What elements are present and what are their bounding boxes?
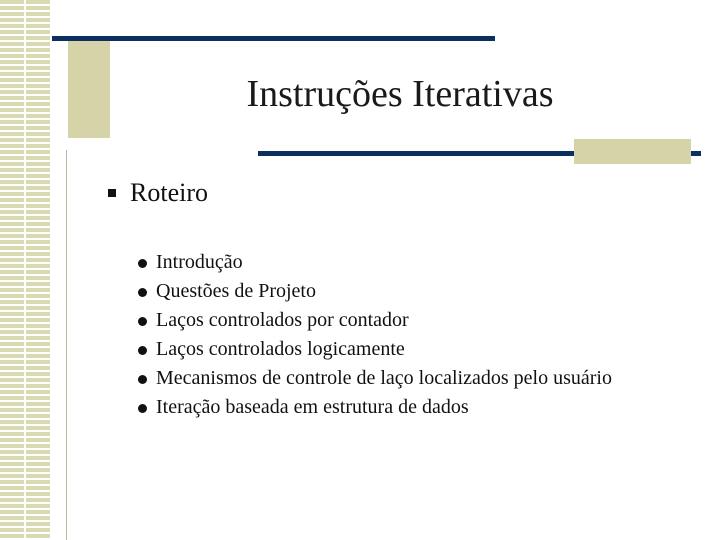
round-bullet-icon (138, 346, 147, 355)
list-item (136, 367, 656, 389)
decorative-stripe-band (0, 0, 50, 540)
decorative-tan-block-bottom (574, 139, 691, 164)
round-bullet-icon (138, 375, 147, 384)
round-bullet-icon (138, 404, 147, 413)
list-item (136, 396, 656, 418)
round-bullet-icon (138, 259, 147, 268)
slide-title: Instruções Iterativas (246, 73, 554, 115)
decorative-tan-block-top (68, 38, 110, 138)
round-bullet-icon (138, 288, 147, 297)
list-item-label: Laços controlados por contador (156, 309, 409, 331)
list-item-label: Introdução (156, 251, 243, 273)
decorative-navy-bar-top (52, 36, 495, 41)
decorative-vertical-line (66, 150, 67, 540)
list-item (136, 251, 656, 273)
list-item-label: Questões de Projeto (156, 280, 316, 302)
section-heading-label: Roteiro (130, 178, 208, 207)
list-item (136, 338, 656, 360)
round-bullet-icon (138, 317, 147, 326)
list-item-label: Iteração baseada em estrutura de dados (156, 396, 469, 418)
list-item (136, 280, 656, 302)
list-item-label: Laços controlados logicamente (156, 338, 405, 360)
square-bullet-icon (108, 189, 116, 197)
list-item (136, 309, 656, 331)
list-item-label: Mecanismos de controle de laço localizados pelo usuário (156, 367, 612, 389)
section-heading (108, 177, 208, 209)
outline-list (136, 251, 656, 425)
